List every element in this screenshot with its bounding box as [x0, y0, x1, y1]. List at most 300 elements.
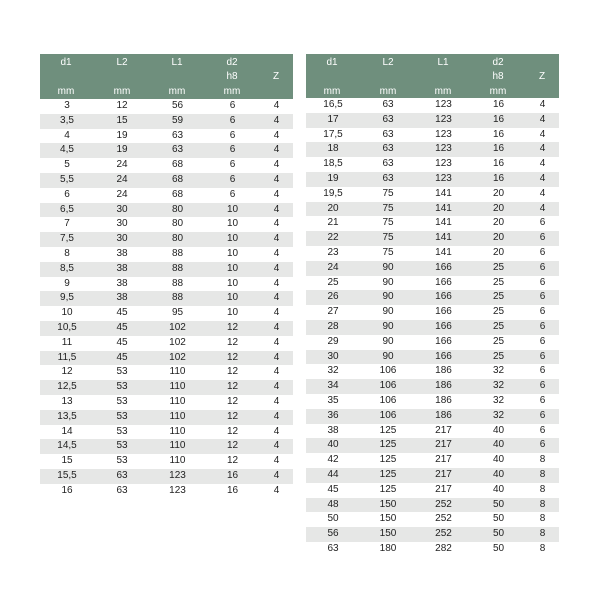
table-row [40, 410, 293, 425]
table-row [306, 246, 559, 261]
cell-l1: 110 [150, 425, 205, 440]
cell-l1: 63 [150, 129, 205, 144]
cell-d2: 50 [471, 498, 526, 513]
cell-l1: 186 [416, 394, 471, 409]
cell-d1: 7,5 [40, 232, 94, 247]
cell-l1: 217 [416, 438, 471, 453]
cell-d1: 14 [40, 425, 94, 440]
cell-d2: 50 [471, 527, 526, 542]
cell-l1: 217 [416, 483, 471, 498]
cell-l2: 24 [94, 158, 150, 173]
cell-z: 6 [526, 424, 559, 439]
cell-d2: 16 [471, 172, 526, 187]
cell-l1: 68 [150, 158, 205, 173]
table-row [306, 172, 559, 187]
cell-z: 6 [526, 320, 559, 335]
cell-z: 4 [526, 98, 559, 113]
cell-d2: 20 [471, 202, 526, 217]
table-row [40, 395, 293, 410]
cell-d2: 40 [471, 483, 526, 498]
cell-z: 4 [260, 395, 293, 410]
cell-l1: 63 [150, 143, 205, 158]
cell-d2: 12 [205, 380, 260, 395]
cell-d1: 17 [306, 113, 360, 128]
cell-l1: 123 [150, 484, 205, 499]
table-row [306, 335, 559, 350]
cell-l2: 12 [94, 99, 150, 114]
cell-l1: 123 [416, 98, 471, 113]
cell-l2: 24 [94, 173, 150, 188]
cell-l1: 80 [150, 217, 205, 232]
cell-l2: 75 [360, 216, 416, 231]
cell-z: 6 [526, 379, 559, 394]
cell-l1: 141 [416, 246, 471, 261]
table-row [40, 232, 293, 247]
header-l2: L2 [382, 57, 394, 68]
cell-d1: 28 [306, 320, 360, 335]
cell-d1: 20 [306, 202, 360, 217]
cell-l2: 38 [94, 262, 150, 277]
cell-l2: 30 [94, 203, 150, 218]
cell-l1: 59 [150, 114, 205, 129]
cell-l2: 15 [94, 114, 150, 129]
cell-d1: 34 [306, 379, 360, 394]
cell-d1: 4 [40, 129, 94, 144]
table-row [306, 364, 559, 379]
cell-d2: 10 [205, 277, 260, 292]
cell-z: 8 [526, 498, 559, 513]
table-row [306, 424, 559, 439]
cell-l1: 141 [416, 187, 471, 202]
cell-z: 4 [260, 380, 293, 395]
cell-l2: 106 [360, 409, 416, 424]
cell-d1: 24 [306, 261, 360, 276]
table-row [40, 336, 293, 351]
table-row [40, 277, 293, 292]
table-row [306, 438, 559, 453]
header-unit-d2: mm [223, 86, 241, 97]
cell-d2: 10 [205, 203, 260, 218]
cell-d1: 6 [40, 188, 94, 203]
cell-d2: 16 [471, 128, 526, 143]
cell-d2: 40 [471, 453, 526, 468]
cell-l2: 38 [94, 277, 150, 292]
cell-d1: 5 [40, 158, 94, 173]
cell-d2: 6 [205, 188, 260, 203]
cell-d1: 6,5 [40, 203, 94, 218]
cell-d2: 25 [471, 320, 526, 335]
cell-d1: 18,5 [306, 157, 360, 172]
cell-l1: 88 [150, 262, 205, 277]
cell-d2: 12 [205, 365, 260, 380]
cell-z: 4 [260, 203, 293, 218]
cell-z: 4 [260, 321, 293, 336]
cell-l1: 186 [416, 409, 471, 424]
cell-d1: 30 [306, 350, 360, 365]
cell-d1: 9 [40, 277, 94, 292]
cell-l2: 125 [360, 468, 416, 483]
table-row [40, 158, 293, 173]
cell-l2: 90 [360, 335, 416, 350]
cell-l2: 75 [360, 202, 416, 217]
cell-l1: 68 [150, 173, 205, 188]
table-row [40, 365, 293, 380]
cell-l1: 123 [150, 469, 205, 484]
cell-d2: 12 [205, 395, 260, 410]
cell-d1: 15 [40, 454, 94, 469]
cell-l1: 110 [150, 365, 205, 380]
table-row [306, 498, 559, 513]
cell-d1: 36 [306, 409, 360, 424]
cell-l1: 123 [416, 128, 471, 143]
cell-l1: 282 [416, 542, 471, 557]
header-d1: d1 [326, 57, 338, 68]
table-row [306, 128, 559, 143]
cell-l2: 63 [360, 98, 416, 113]
cell-l1: 141 [416, 202, 471, 217]
cell-z: 6 [526, 305, 559, 320]
cell-d2: 32 [471, 409, 526, 424]
cell-l1: 166 [416, 290, 471, 305]
cell-d1: 18 [306, 142, 360, 157]
cell-l1: 252 [416, 498, 471, 513]
cell-z: 4 [260, 469, 293, 484]
cell-d1: 35 [306, 394, 360, 409]
left-table-body [40, 99, 293, 499]
cell-z: 6 [526, 438, 559, 453]
cell-l1: 252 [416, 527, 471, 542]
cell-l1: 88 [150, 291, 205, 306]
cell-d1: 45 [306, 483, 360, 498]
cell-l2: 45 [94, 351, 150, 366]
cell-d2: 25 [471, 305, 526, 320]
header-l1: L1 [437, 57, 449, 68]
cell-d2: 6 [205, 143, 260, 158]
cell-l1: 123 [416, 157, 471, 172]
header-z: Z [272, 71, 280, 82]
cell-z: 4 [260, 129, 293, 144]
cell-l2: 125 [360, 453, 416, 468]
cell-d1: 23 [306, 246, 360, 261]
cell-d2: 25 [471, 350, 526, 365]
cell-z: 4 [260, 306, 293, 321]
table-row [40, 425, 293, 440]
cell-d2: 25 [471, 335, 526, 350]
cell-l2: 30 [94, 232, 150, 247]
cell-d2: 6 [205, 114, 260, 129]
cell-l1: 68 [150, 188, 205, 203]
table-row [306, 261, 559, 276]
table-row [306, 394, 559, 409]
cell-l2: 53 [94, 425, 150, 440]
cell-z: 4 [260, 143, 293, 158]
table-row [40, 114, 293, 129]
table-row [40, 321, 293, 336]
cell-d1: 11,5 [40, 351, 94, 366]
cell-l2: 90 [360, 350, 416, 365]
table-row [40, 188, 293, 203]
cell-l2: 106 [360, 394, 416, 409]
cell-l2: 24 [94, 188, 150, 203]
header-unit-l2: mm [379, 86, 397, 97]
cell-l1: 252 [416, 512, 471, 527]
cell-z: 6 [526, 246, 559, 261]
cell-l2: 19 [94, 129, 150, 144]
cell-d2: 25 [471, 290, 526, 305]
table-row [306, 350, 559, 365]
header-unit-d1: mm [323, 86, 341, 97]
cell-d1: 15,5 [40, 469, 94, 484]
cell-l1: 110 [150, 439, 205, 454]
cell-d2: 16 [471, 98, 526, 113]
cell-d1: 19,5 [306, 187, 360, 202]
cell-z: 4 [526, 187, 559, 202]
cell-l1: 56 [150, 99, 205, 114]
cell-d2: 6 [205, 99, 260, 114]
cell-l2: 63 [360, 157, 416, 172]
cell-l1: 88 [150, 277, 205, 292]
cell-d2: 32 [471, 364, 526, 379]
cell-l1: 110 [150, 454, 205, 469]
cell-l1: 110 [150, 380, 205, 395]
cell-z: 4 [260, 277, 293, 292]
right-dimension-table [306, 98, 559, 557]
cell-z: 4 [260, 351, 293, 366]
cell-l1: 186 [416, 364, 471, 379]
header-unit-l1: mm [434, 86, 452, 97]
table-row [306, 98, 559, 113]
table-row [306, 379, 559, 394]
cell-d2: 6 [205, 158, 260, 173]
cell-l1: 166 [416, 350, 471, 365]
cell-l1: 102 [150, 321, 205, 336]
cell-d1: 16,5 [306, 98, 360, 113]
cell-d1: 19 [306, 172, 360, 187]
right-table-body [306, 98, 559, 557]
cell-l1: 217 [416, 424, 471, 439]
cell-l1: 186 [416, 379, 471, 394]
table-row [306, 305, 559, 320]
cell-z: 6 [526, 409, 559, 424]
header-z: Z [538, 71, 546, 82]
table-row [40, 262, 293, 277]
cell-l1: 95 [150, 306, 205, 321]
cell-z: 6 [526, 335, 559, 350]
table-row [306, 290, 559, 305]
cell-l2: 63 [360, 113, 416, 128]
cell-d1: 3,5 [40, 114, 94, 129]
table-row [306, 453, 559, 468]
header-d1: d1 [60, 57, 72, 68]
cell-l2: 125 [360, 424, 416, 439]
table-row [40, 351, 293, 366]
header-unit-d1: mm [57, 86, 75, 97]
header-h8: h8 [492, 71, 504, 82]
cell-d1: 10 [40, 306, 94, 321]
cell-z: 4 [526, 113, 559, 128]
cell-z: 4 [526, 142, 559, 157]
cell-d2: 12 [205, 336, 260, 351]
table-row [306, 527, 559, 542]
cell-z: 8 [526, 468, 559, 483]
cell-l2: 63 [360, 142, 416, 157]
cell-l2: 63 [94, 484, 150, 499]
cell-l1: 141 [416, 216, 471, 231]
cell-d2: 12 [205, 321, 260, 336]
cell-z: 4 [260, 291, 293, 306]
cell-l1: 123 [416, 142, 471, 157]
cell-z: 4 [260, 247, 293, 262]
cell-l2: 53 [94, 439, 150, 454]
cell-z: 4 [260, 410, 293, 425]
cell-d2: 16 [471, 142, 526, 157]
cell-z: 4 [260, 425, 293, 440]
cell-l1: 166 [416, 335, 471, 350]
cell-l1: 102 [150, 336, 205, 351]
cell-d1: 12,5 [40, 380, 94, 395]
cell-z: 4 [260, 439, 293, 454]
cell-l2: 45 [94, 321, 150, 336]
cell-l2: 63 [360, 172, 416, 187]
cell-d2: 12 [205, 439, 260, 454]
cell-l1: 141 [416, 231, 471, 246]
cell-d2: 20 [471, 231, 526, 246]
cell-l2: 75 [360, 246, 416, 261]
cell-z: 4 [260, 336, 293, 351]
cell-d2: 10 [205, 232, 260, 247]
cell-d1: 63 [306, 542, 360, 557]
table-row [40, 143, 293, 158]
cell-l2: 106 [360, 364, 416, 379]
cell-l2: 90 [360, 276, 416, 291]
cell-l2: 53 [94, 395, 150, 410]
table-row [306, 512, 559, 527]
cell-z: 4 [260, 188, 293, 203]
cell-z: 4 [260, 114, 293, 129]
cell-d1: 32 [306, 364, 360, 379]
cell-l2: 180 [360, 542, 416, 557]
cell-z: 6 [526, 350, 559, 365]
cell-d1: 29 [306, 335, 360, 350]
cell-z: 4 [260, 454, 293, 469]
cell-d2: 12 [205, 425, 260, 440]
table-row [306, 320, 559, 335]
cell-l2: 30 [94, 217, 150, 232]
cell-d1: 22 [306, 231, 360, 246]
cell-z: 8 [526, 483, 559, 498]
cell-d1: 7 [40, 217, 94, 232]
right-table-header [306, 54, 559, 98]
cell-z: 6 [526, 261, 559, 276]
cell-l2: 38 [94, 247, 150, 262]
left-table-header [40, 54, 293, 99]
cell-z: 6 [526, 394, 559, 409]
cell-l1: 88 [150, 247, 205, 262]
cell-d2: 40 [471, 438, 526, 453]
header-d2: d2 [226, 57, 238, 68]
cell-z: 8 [526, 542, 559, 557]
cell-z: 6 [526, 290, 559, 305]
cell-z: 6 [526, 216, 559, 231]
cell-d2: 10 [205, 247, 260, 262]
cell-l2: 63 [94, 469, 150, 484]
cell-z: 4 [526, 157, 559, 172]
cell-l2: 45 [94, 306, 150, 321]
cell-z: 6 [526, 364, 559, 379]
cell-l1: 166 [416, 261, 471, 276]
table-row [40, 99, 293, 114]
cell-d1: 26 [306, 290, 360, 305]
cell-d2: 16 [205, 469, 260, 484]
cell-d2: 12 [205, 351, 260, 366]
cell-d2: 6 [205, 129, 260, 144]
header-h8: h8 [226, 71, 238, 82]
cell-l2: 90 [360, 305, 416, 320]
cell-z: 8 [526, 453, 559, 468]
cell-d1: 38 [306, 424, 360, 439]
cell-l1: 217 [416, 468, 471, 483]
cell-d1: 17,5 [306, 128, 360, 143]
cell-d2: 25 [471, 276, 526, 291]
cell-z: 4 [260, 484, 293, 499]
table-row [40, 291, 293, 306]
cell-l1: 123 [416, 113, 471, 128]
header-unit-l2: mm [113, 86, 131, 97]
cell-l2: 90 [360, 290, 416, 305]
table-row [306, 483, 559, 498]
cell-l2: 75 [360, 187, 416, 202]
cell-d2: 32 [471, 394, 526, 409]
cell-l1: 217 [416, 453, 471, 468]
cell-l2: 150 [360, 498, 416, 513]
cell-l1: 102 [150, 351, 205, 366]
table-row [306, 276, 559, 291]
cell-d1: 10,5 [40, 321, 94, 336]
cell-d1: 14,5 [40, 439, 94, 454]
cell-d1: 40 [306, 438, 360, 453]
cell-l1: 166 [416, 276, 471, 291]
cell-d1: 44 [306, 468, 360, 483]
cell-d2: 25 [471, 261, 526, 276]
cell-d1: 5,5 [40, 173, 94, 188]
cell-l2: 150 [360, 527, 416, 542]
cell-d1: 12 [40, 365, 94, 380]
cell-d1: 8 [40, 247, 94, 262]
header-unit-l1: mm [168, 86, 186, 97]
table-row [306, 542, 559, 557]
cell-z: 4 [260, 262, 293, 277]
table-row [40, 306, 293, 321]
cell-z: 4 [260, 217, 293, 232]
cell-d1: 4,5 [40, 143, 94, 158]
cell-l1: 80 [150, 232, 205, 247]
cell-l2: 75 [360, 231, 416, 246]
cell-z: 4 [260, 99, 293, 114]
table-row [40, 439, 293, 454]
table-row [40, 380, 293, 395]
cell-d2: 10 [205, 217, 260, 232]
cell-d1: 27 [306, 305, 360, 320]
cell-z: 4 [260, 158, 293, 173]
cell-l2: 63 [360, 128, 416, 143]
cell-d1: 11 [40, 336, 94, 351]
cell-z: 4 [260, 232, 293, 247]
cell-d1: 8,5 [40, 262, 94, 277]
cell-z: 4 [526, 128, 559, 143]
table-row [40, 247, 293, 262]
cell-l1: 80 [150, 203, 205, 218]
cell-d1: 56 [306, 527, 360, 542]
